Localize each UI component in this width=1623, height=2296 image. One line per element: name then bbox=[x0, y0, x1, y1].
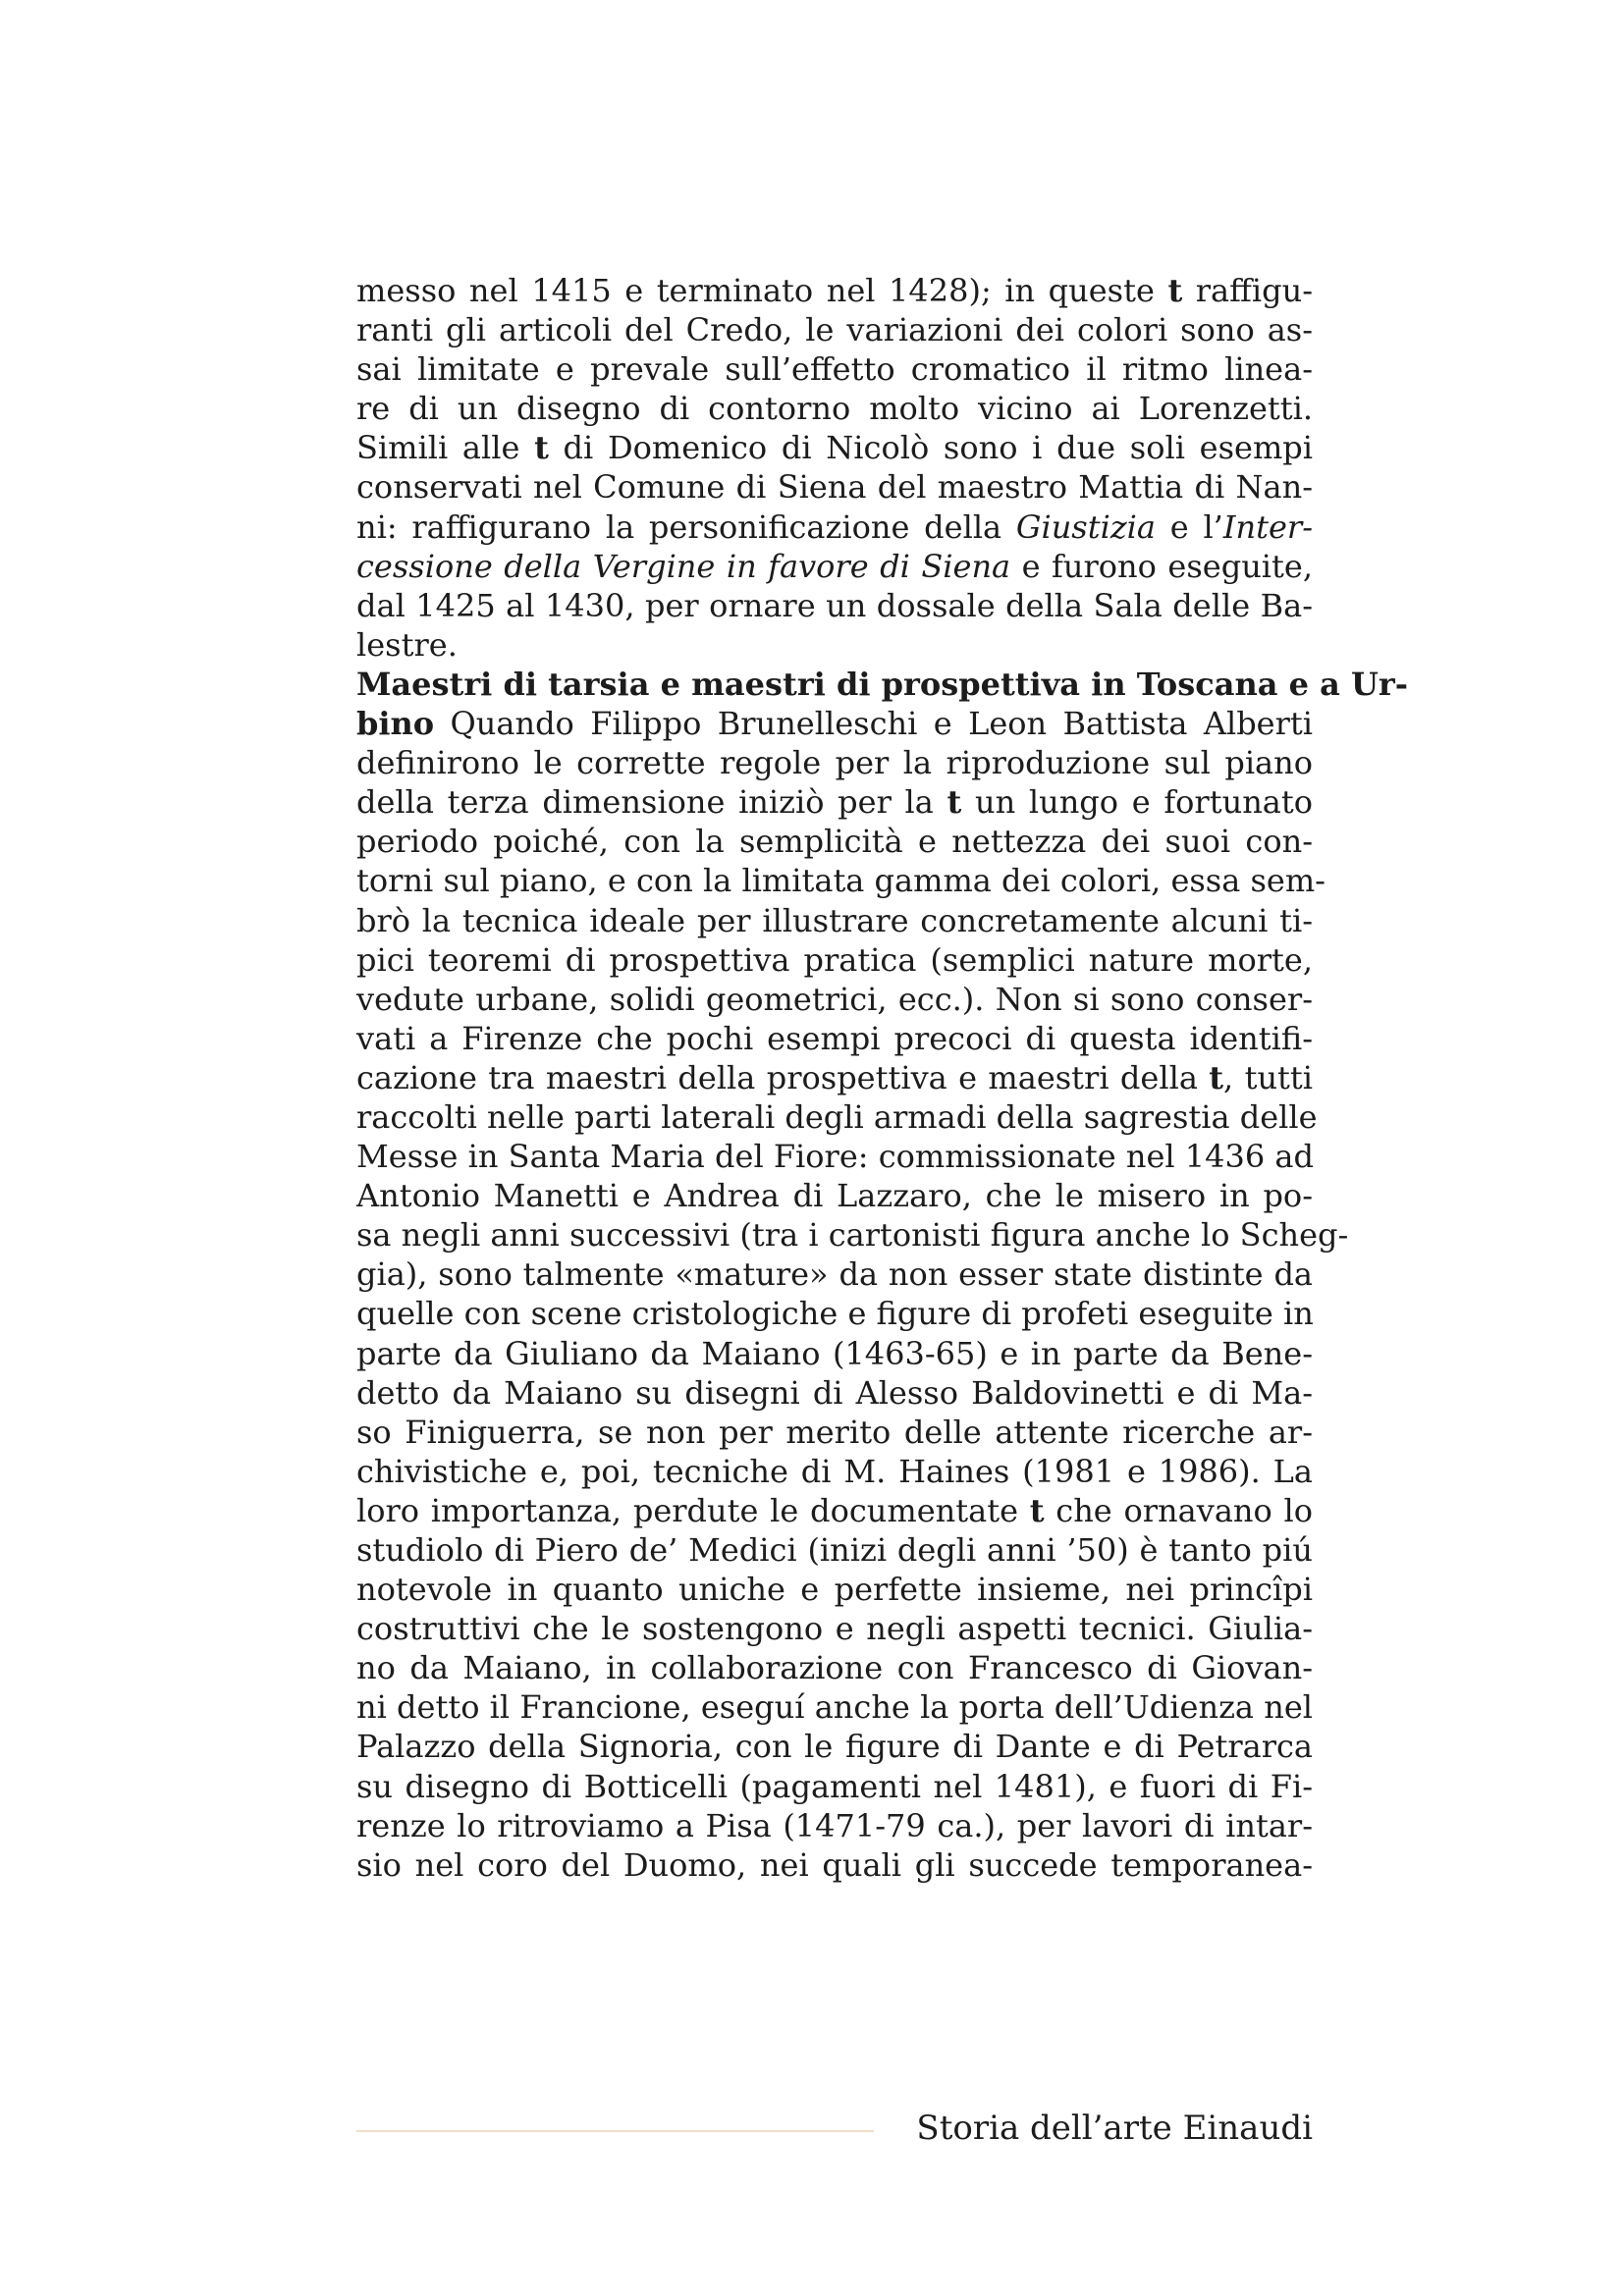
text-run: gia), sono talmente «mature» da non esser state distinte da bbox=[356, 1255, 1313, 1294]
text-run: e furono eseguite, bbox=[1010, 547, 1314, 585]
bold-run: Maestri di tarsia e maestri di prospettiva in Toscana e a Ur- bbox=[356, 665, 1408, 703]
text-line bbox=[356, 1294, 1313, 1333]
text-line bbox=[356, 861, 1325, 900]
text-line bbox=[356, 428, 1313, 467]
text-run: di Domenico di Nicolò sono i due soli esempi bbox=[548, 429, 1314, 467]
text-run: re di un disegno di contorno molto vicino ai Lorenzetti. bbox=[356, 390, 1313, 428]
text-run: periodo poiché, con la semplicità e nettezza dei suoi con- bbox=[356, 823, 1313, 861]
text-run: notevole in quanto uniche e perfette insieme, nei princîpi bbox=[356, 1571, 1313, 1609]
text-run: costruttivi che le sostengono e negli aspetti tecnici. Giulia- bbox=[356, 1610, 1313, 1648]
bold-run: t bbox=[1209, 1058, 1224, 1096]
text-run: studiolo di Piero de’ Medici (inizi degli anni ’50) è tanto piú bbox=[356, 1531, 1313, 1569]
text-run: raccolti nelle parti laterali degli armadi della sagrestia delle bbox=[356, 1097, 1318, 1136]
text-line bbox=[356, 507, 1313, 547]
text-run: Simili alle bbox=[356, 429, 535, 467]
text-run: della terza dimensione iniziò per la bbox=[356, 783, 947, 822]
text-run: definirono le corrette regole per la riproduzione sul piano bbox=[356, 744, 1313, 782]
text-line bbox=[356, 1215, 1349, 1255]
text-run: sai limitate e prevale sull’effetto cromatico il ritmo linea- bbox=[356, 350, 1313, 389]
text-run: chivistiche e, poi, tecniche di M. Haines (1981 e 1986). La bbox=[356, 1452, 1313, 1490]
bold-run: t bbox=[1029, 1491, 1045, 1529]
text-line bbox=[356, 586, 1313, 625]
text-line bbox=[356, 901, 1313, 940]
text-run: dal 1425 al 1430, per ornare un dossale della Sala delle Ba- bbox=[356, 586, 1313, 624]
text-run: lestre. bbox=[356, 625, 458, 664]
page-body bbox=[356, 271, 1408, 1885]
text-line bbox=[356, 822, 1313, 861]
italic-run: cessione della Vergine in favore di Siena bbox=[356, 547, 1011, 585]
text-run: , tutti bbox=[1223, 1058, 1314, 1096]
text-line bbox=[356, 310, 1313, 349]
text-line bbox=[356, 1530, 1313, 1570]
text-run: raffigu- bbox=[1182, 272, 1314, 309]
text-line bbox=[356, 467, 1313, 507]
text-run: brò la tecnica ideale per illustrare concretamente alcuni ti- bbox=[356, 901, 1313, 939]
text-run: cazione tra maestri della prospettiva e maestri della bbox=[356, 1058, 1210, 1096]
text-run: loro importanza, perdute le documentate bbox=[356, 1491, 1030, 1529]
italic-run: Giustizia bbox=[1015, 507, 1156, 546]
text-run: parte da Giuliano da Maiano (1463-65) e in parte da Bene- bbox=[356, 1334, 1313, 1372]
text-line bbox=[356, 704, 1313, 743]
text-line bbox=[356, 1255, 1313, 1294]
text-line bbox=[356, 980, 1313, 1019]
text-line bbox=[356, 1687, 1313, 1727]
text-line bbox=[356, 1570, 1313, 1609]
text-line bbox=[356, 1019, 1313, 1058]
text-run: no da Maiano, in collaborazione con Francesco di Giovan- bbox=[356, 1649, 1313, 1687]
text-run: torni sul piano, e con la limitata gamma dei colori, essa sem- bbox=[356, 862, 1325, 900]
italic-run: Inter- bbox=[1222, 507, 1314, 546]
text-line bbox=[356, 1767, 1313, 1806]
text-line bbox=[356, 1058, 1313, 1097]
text-run: conservati nel Comune di Siena del maestro Mattia di Nan- bbox=[356, 468, 1313, 507]
footer-rule bbox=[356, 2130, 874, 2132]
text-line bbox=[356, 1845, 1313, 1885]
bold-run: t bbox=[947, 783, 962, 822]
text-line bbox=[356, 1609, 1313, 1648]
text-line bbox=[356, 1097, 1318, 1137]
text-line bbox=[356, 940, 1313, 980]
text-line bbox=[356, 743, 1313, 782]
text-line bbox=[356, 1334, 1313, 1373]
text-run: quelle con scene cristologiche e figure di profeti eseguite in bbox=[356, 1295, 1314, 1333]
text-line bbox=[356, 1452, 1313, 1491]
bold-run: t bbox=[1167, 272, 1183, 309]
text-run: renze lo ritroviamo a Pisa (1471-79 ca.), per lavori di intar- bbox=[356, 1806, 1313, 1844]
text-run: un lungo e fortunato bbox=[961, 783, 1314, 822]
bold-run: bino bbox=[356, 705, 435, 743]
text-run: detto da Maiano su disegni di Alesso Baldovinetti e di Ma- bbox=[356, 1373, 1313, 1412]
text-run: so Finiguerra, se non per merito delle attente ricerche ar- bbox=[356, 1413, 1313, 1451]
text-run: vedute urbane, solidi geometrici, ecc.). Non si sono conser- bbox=[356, 980, 1313, 1018]
text-run: vati a Firenze che pochi esempi precoci di questa identifi- bbox=[356, 1019, 1313, 1057]
text-line bbox=[356, 1806, 1313, 1845]
text-run: Quando Filippo Brunelleschi e Leon Battista Alberti bbox=[434, 705, 1313, 743]
text-line bbox=[356, 625, 1313, 665]
text-run: ranti gli articoli del Credo, le variazioni dei colori sono as- bbox=[356, 311, 1313, 349]
text-line bbox=[356, 1727, 1313, 1766]
text-run: Palazzo della Signoria, con le figure di Dante e di Petrarca bbox=[356, 1728, 1313, 1766]
text-run: pici teoremi di prospettiva pratica (semplici nature morte, bbox=[356, 940, 1313, 979]
text-run: sio nel coro del Duomo, nei quali gli succede temporanea- bbox=[356, 1845, 1313, 1884]
text-run: messo nel 1415 e terminato nel 1428); in queste bbox=[356, 272, 1168, 309]
text-line bbox=[356, 1491, 1313, 1530]
text-line bbox=[356, 1373, 1313, 1413]
footer-title: Storia dell’arte Einaudi bbox=[916, 2109, 1313, 2148]
text-run: sa negli anni successivi (tra i cartonisti figura anche lo Scheg- bbox=[356, 1216, 1349, 1255]
text-run: su disegno di Botticelli (pagamenti nel 1481), e fuori di Fi- bbox=[356, 1767, 1313, 1805]
text-run: e l’ bbox=[1155, 507, 1223, 546]
text-line bbox=[356, 349, 1313, 389]
text-run: Messe in Santa Maria del Fiore: commissionate nel 1436 ad bbox=[356, 1138, 1314, 1176]
text-line bbox=[356, 1648, 1313, 1687]
text-line bbox=[356, 1413, 1313, 1452]
text-run: Antonio Manetti e Andrea di Lazzaro, che le misero in po- bbox=[356, 1177, 1313, 1215]
text-line bbox=[356, 1137, 1313, 1176]
text-line bbox=[356, 389, 1313, 428]
text-run: ni detto il Francione, eseguí anche la porta dell’Udienza nel bbox=[356, 1688, 1313, 1727]
text-run: ni: raffigurano la personificazione della bbox=[356, 507, 1016, 546]
text-line bbox=[356, 782, 1313, 822]
bold-run: t bbox=[534, 429, 549, 467]
page-footer bbox=[356, 2091, 1313, 2150]
text-run: che ornavano lo bbox=[1044, 1491, 1314, 1529]
text-line bbox=[356, 1176, 1313, 1215]
text-line bbox=[356, 271, 1313, 310]
text-line bbox=[356, 547, 1313, 586]
text-line bbox=[356, 665, 1408, 704]
